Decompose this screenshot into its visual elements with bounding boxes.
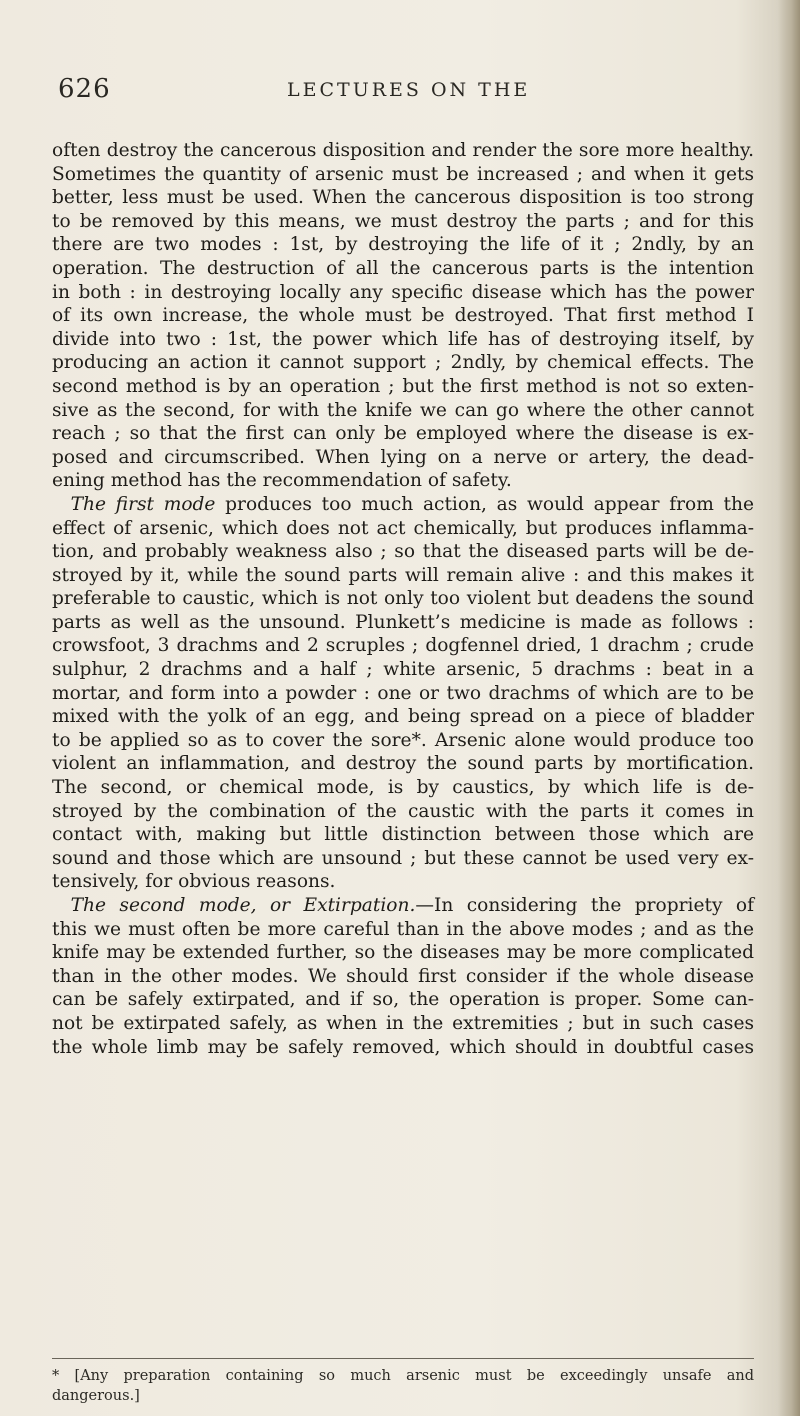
text-line: violent an inflammation, and destroy the sound parts by mortification.: [52, 753, 754, 775]
footnote-line: dangerous.]: [52, 1388, 140, 1404]
text-line: parts as well as the unsound. Plunkett’s medicine is made as follows :: [52, 611, 754, 633]
body-text: [52, 139, 754, 1059]
text-fragment: produces too much action, as would appear from the: [215, 493, 754, 515]
text-line: stroyed by it, while the sound parts will remain alive : and this makes it: [52, 564, 754, 586]
text-line: Sometimes the quantity of arsenic must be increased ; and when it gets: [52, 163, 754, 185]
footnote-line: * [Any preparation containing so much arsenic must be exceedingly unsafe and: [52, 1368, 754, 1384]
text-line: to be removed by this means, we must destroy the parts ; and for this: [52, 210, 754, 232]
text-line: there are two modes : 1st, by destroying the life of it ; 2ndly, by an: [52, 234, 754, 256]
page-header: [58, 74, 748, 110]
text-line: sound and those which are unsound ; but these cannot be used very ex-: [52, 847, 754, 869]
text-line: can be safely extirpated, and if so, the operation is proper. Some can-: [52, 989, 754, 1011]
section-heading-extirpation: The second mode, or Extirpation.: [70, 895, 416, 916]
text-line: preferable to caustic, which is not only too violent but deadens the sound: [52, 588, 754, 610]
text-line: tensively, for obvious reasons.: [52, 871, 336, 893]
text-line: sulphur, 2 drachms and a half ; white arsenic, 5 drachms : beat in a: [52, 659, 754, 681]
text-fragment: —In considering the propriety of: [415, 895, 754, 916]
text-line: the whole limb may be safely removed, which should in doubtful cases: [52, 1036, 754, 1058]
text-line: in both : in destroying locally any specific disease which has the power: [52, 281, 754, 303]
text-line: tion, and probably weakness also ; so that the diseased parts will be de-: [52, 541, 754, 563]
section-heading-first-mode: The first mode: [70, 493, 216, 515]
footnote: [52, 1366, 754, 1406]
footnote-divider: [52, 1358, 754, 1359]
text-line: ening method has the recommendation of safety.: [52, 470, 512, 492]
text-line: divide into two : 1st, the power which life has of destroying itself, by: [52, 328, 754, 350]
text-line: operation. The destruction of all the cancerous parts is the intention: [52, 257, 754, 279]
running-title: LECTURES ON THE: [287, 79, 531, 101]
text-line: to be applied so as to cover the sore*. Arsenic alone would produce too: [52, 729, 754, 751]
text-line: posed and circumscribed. When lying on a nerve or artery, the dead-: [52, 446, 754, 468]
text-line: stroyed by the combination of the caustic with the parts it comes in: [52, 800, 754, 822]
text-line: reach ; so that the first can only be employed where the disease is ex-: [52, 423, 754, 445]
page-number: 626: [58, 74, 111, 104]
text-line: second method is by an operation ; but the first method is not so exten-: [52, 375, 754, 397]
text-line: contact with, making but little distinction between those which are: [52, 824, 754, 846]
paragraph-first-line: [52, 493, 754, 517]
text-line: producing an action it cannot support ; 2ndly, by chemical effects. The: [52, 352, 754, 374]
text-line: often destroy the cancerous disposition and render the sore more healthy.: [52, 140, 754, 161]
text-line: The second, or chemical mode, is by caustics, by which life is de-: [52, 777, 754, 799]
text-line: not be extirpated safely, as when in the extremities ; but in such cases: [52, 1012, 754, 1034]
text-line: better, less must be used. When the cancerous disposition is too strong: [52, 187, 754, 209]
page-edge-shadow: [778, 0, 800, 1416]
text-line: mortar, and form into a powder : one or two drachms of which are to be: [52, 682, 754, 704]
text-line: of its own increase, the whole must be destroyed. That first method I: [52, 305, 754, 327]
text-line: this we must often be more careful than in the above modes ; and as the: [52, 918, 754, 940]
text-line: knife may be extended further, so the diseases may be more complicated: [52, 942, 754, 964]
text-line: effect of arsenic, which does not act chemically, but produces inflamma-: [52, 517, 754, 539]
text-line: mixed with the yolk of an egg, and being spread on a piece of bladder: [52, 706, 754, 728]
paragraph-first-line: [52, 894, 754, 918]
text-line: than in the other modes. We should first consider if the whole disease: [52, 965, 754, 987]
text-line: crowsfoot, 3 drachms and 2 scruples ; dogfennel dried, 1 drachm ; crude: [52, 635, 754, 657]
text-line: sive as the second, for with the knife we can go where the other cannot: [52, 399, 754, 421]
